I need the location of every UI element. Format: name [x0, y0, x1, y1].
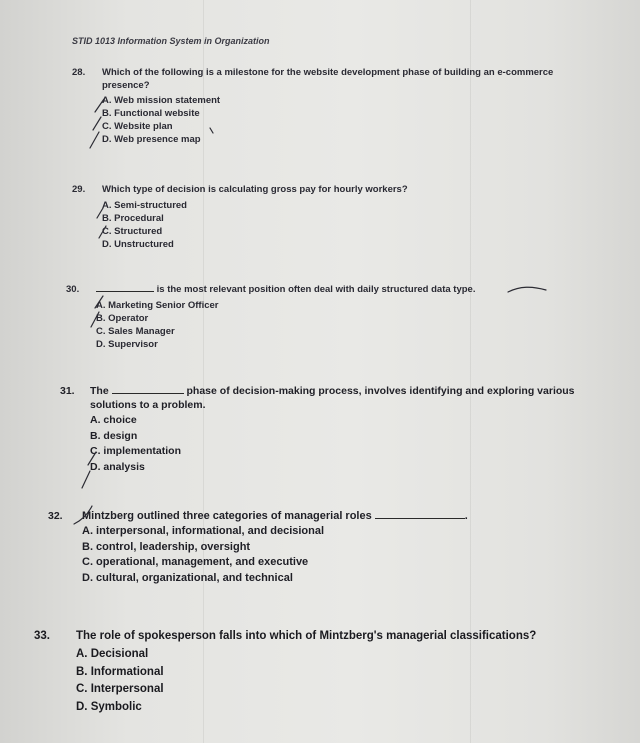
option-list: [102, 199, 602, 251]
question-text: Which of the following is a milestone for the website development phase of building an e-commerce presence?: [102, 67, 554, 91]
option-c[interactable]: C. Website plan: [102, 121, 173, 132]
option-b[interactable]: B. Informational: [76, 665, 164, 678]
option-d[interactable]: D. analysis: [90, 460, 145, 473]
option-list: [96, 299, 606, 351]
option-d[interactable]: D. Supervisor: [96, 338, 158, 350]
option-a[interactable]: A. Semi-structured: [102, 199, 187, 211]
question-text: Which type of decision is calculating gross pay for hourly workers?: [102, 184, 408, 195]
option-d[interactable]: D. Symbolic: [76, 700, 142, 713]
question-text: [96, 284, 606, 297]
option-list: [82, 524, 608, 586]
question-text-end: phase of decision-making process, involves identifying and exploring various solutions to a problem.: [90, 385, 575, 411]
option-d[interactable]: D. cultural, organizational, and technical: [82, 571, 293, 584]
option-b[interactable]: B. design: [90, 429, 138, 442]
question-text-start: The: [90, 385, 109, 397]
question-32: [48, 509, 608, 586]
option-a[interactable]: A. interpersonal, informational, and decisional: [82, 525, 325, 537]
option-b[interactable]: B. Operator: [96, 312, 149, 324]
option-b[interactable]: B. Procedural: [102, 212, 164, 224]
answer-blank[interactable]: [112, 393, 184, 394]
option-d[interactable]: D. Web presence map: [102, 134, 201, 145]
option-d[interactable]: D. Unstructured: [102, 238, 174, 250]
question-28: [72, 67, 602, 146]
option-b[interactable]: B. control, leadership, oversight: [82, 540, 251, 553]
option-list: [90, 413, 610, 475]
option-c[interactable]: C. Structured: [102, 225, 163, 237]
option-a[interactable]: A. Web mission statement: [102, 95, 221, 106]
option-c[interactable]: C. Interpersonal: [76, 683, 164, 695]
question-31: [60, 384, 610, 475]
option-b[interactable]: B. Functional website: [102, 108, 200, 119]
question-number: 30.: [66, 284, 80, 295]
option-list: [102, 94, 602, 146]
question-text-body: Mintzberg outlined three categories of managerial roles: [82, 510, 372, 522]
question-text: The role of spokesperson falls into which of Mintzberg's managerial classifications?: [76, 630, 537, 642]
question-29: [72, 184, 602, 251]
answer-blank[interactable]: [96, 291, 154, 292]
question-30: [66, 284, 606, 351]
option-a[interactable]: A. Decisional: [76, 648, 149, 660]
question-number: 31.: [60, 385, 75, 397]
question-number: 32.: [48, 510, 63, 522]
question-text-body: is the most relevant position often deal with daily structured data type.: [156, 284, 476, 295]
option-c[interactable]: C. implementation: [90, 445, 182, 457]
question-text: [82, 509, 608, 523]
question-number: 33.: [34, 630, 50, 642]
option-a[interactable]: A. choice: [90, 414, 137, 426]
course-header: STID 1013 Information System in Organization: [72, 36, 270, 46]
question-text-end: .: [464, 510, 468, 522]
option-a[interactable]: A. Marketing Senior Officer: [96, 299, 219, 311]
option-c[interactable]: C. operational, management, and executive: [82, 556, 309, 568]
question-number: 29.: [72, 184, 86, 195]
answer-blank[interactable]: [375, 518, 465, 519]
question-33: [34, 628, 614, 716]
option-list: [76, 646, 614, 716]
option-c[interactable]: C. Sales Manager: [96, 325, 175, 337]
question-number: 28.: [72, 67, 86, 78]
question-text: [90, 384, 610, 412]
